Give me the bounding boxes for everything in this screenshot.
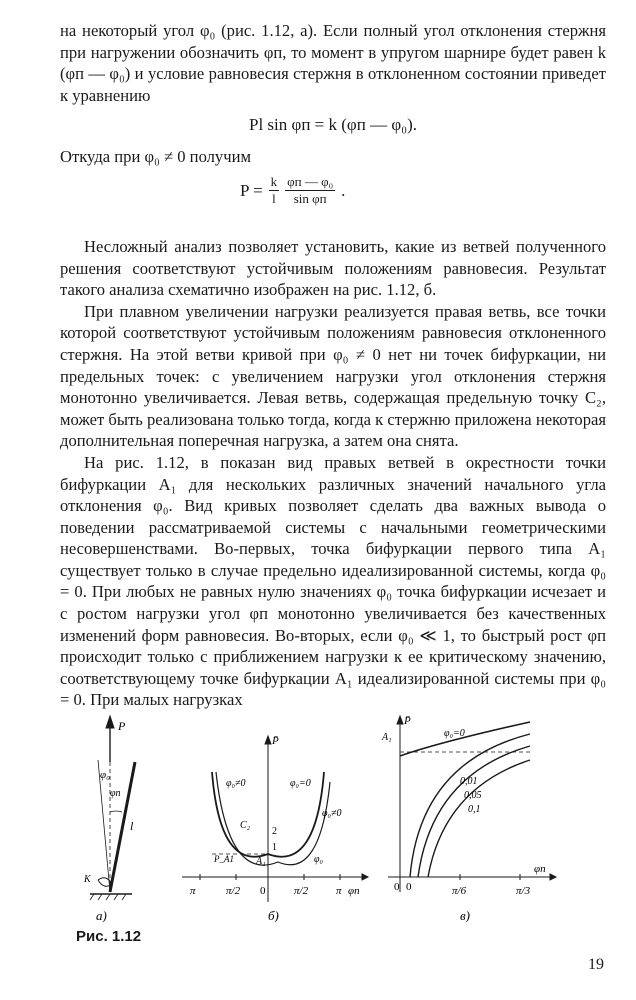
tick-c-0b: 0 <box>406 881 412 893</box>
paragraph-3: Несложный анализ позволяет установить, какие из ветвей полученного решения соответствуют устойчивым положениям равновесия. Результат такого анализа схематично изображен на рис. 1.12, б. <box>60 236 606 300</box>
paragraph-1: на некоторый угол φ₀ (рис. 1.12, а). Если полный угол отклонения стержня при нагружении обозначить φп, то момент в упругом шарнире будет равен k (φп — φ₀) и условие равновесия стержня в отклоненном состоянии приведет к уравнению <box>60 21 606 105</box>
label-b-phi0-ne-0-right: φ₀≠0 <box>322 808 342 819</box>
tick-b-0: 0 <box>260 885 266 897</box>
equation-end: . <box>341 180 346 200</box>
tick-b-pi-right: π <box>336 885 342 897</box>
fraction-numerator: φп — φ₀ <box>287 173 334 189</box>
body-text <box>60 20 606 711</box>
fraction-l: l <box>272 190 276 206</box>
label-a-P: P <box>118 719 126 733</box>
label-a-phi0: φ₀ <box>100 769 110 781</box>
page-number: 19 <box>588 956 604 973</box>
figure-1-12 <box>60 712 620 922</box>
sublabel-b: б) <box>268 908 279 922</box>
equation-lhs: P = <box>240 180 263 200</box>
label-b-Pbar: P̄ <box>272 735 279 747</box>
label-b-PA1: P_A1 <box>214 854 234 864</box>
sublabel-a: а) <box>96 908 107 922</box>
paragraph-5: На рис. 1.12, в показан вид правых ветвей в окрестности точки бифуркации A₁ для нескольких различных значений начального угла отклонения φ₀. Вид кривых позволяет сделать два важных вывода о поведении рассматриваемой системы с начальными геометрическими несовершенствами. Во-первых, точка бифуркации первого типа A₁ существует только в случае предельно идеализированной системы, когда φ₀ = 0. При любых не равных нулю значениях φ₀ точка бифуркации исчезает и с ростом нагрузки угол φп монотонно увеличивается без качественных изменений форм равновесия. Во-вторых, если φ₀ ≪ 1, то быстрый рост φп происходит только с приближением нагрузки к ее критическому значению, соответствующему точке бифуркации A₁ идеализированной системы при φ₀ = 0. При малых нагрузках <box>60 452 606 710</box>
fraction-k: k <box>270 173 278 189</box>
label-a-l: l <box>130 819 134 833</box>
tick-b-pi2-left: π/2 <box>226 885 241 897</box>
paragraph-2: Откуда при φ₀ ≠ 0 получим <box>60 147 251 167</box>
fraction-k-l <box>269 174 280 207</box>
label-a-K: K <box>84 874 91 885</box>
axis-b-phin: φп <box>348 885 360 897</box>
label-c-A1: A₁ <box>382 732 392 743</box>
label-c-01: 0,1 <box>468 804 481 815</box>
panel-b <box>182 736 368 902</box>
tick-c-0a: 0 <box>394 881 400 893</box>
paragraph-4: При плавном увеличении нагрузки реализуется правая ветвь, все точки которой соответствуют устойчивым положениям равновесия отклоненного стержня. На этой ветви кривой при φ₀ ≠ 0 нет ни точек бифуркации, ни предельных точек: с увеличением нагрузки угол отклонения стержня монотонно увеличивается. Левая ветвь, содержащая предельную точку C₂, может быть реализована только тогда, когда к стержню приложена некоторая дополнительная поперечная нагрузка, а затем она снята. <box>60 301 606 451</box>
label-b-phi0-ne-0: φ₀≠0 <box>226 778 246 789</box>
tick-c-pi3: π/3 <box>516 885 531 897</box>
label-c-Pbar: P̄ <box>404 715 411 727</box>
tick-c-pi6: π/6 <box>452 885 467 897</box>
axis-c-phin: φп <box>534 863 546 875</box>
equation-load <box>60 170 606 226</box>
label-b-phi0-eq-0: φ₀=0 <box>290 778 311 789</box>
figure-caption: Рис. 1.12 <box>76 928 142 945</box>
equation-equilibrium: Pl sin φп = k (φп — φ₀). <box>249 115 417 135</box>
tick-b-pi2-right: π/2 <box>294 885 309 897</box>
label-c-001: 0,01 <box>460 776 478 787</box>
curve-c-phi0-0 <box>400 722 530 756</box>
label-b-A1: A₁ <box>256 856 266 867</box>
label-a-phin: φп <box>110 788 121 799</box>
load-arrowhead <box>106 716 114 728</box>
label-b-phi0: φ₀ <box>314 854 324 865</box>
panel-a <box>90 716 135 900</box>
label-c-phi0-0: φ₀=0 <box>444 728 465 739</box>
curve-c-01 <box>428 760 530 877</box>
fraction-denominator: sin φп <box>293 190 327 206</box>
label-c-005: 0,05 <box>464 790 482 801</box>
label-b-n2: 2 <box>272 826 277 837</box>
label-b-C2: C₂ <box>240 820 251 831</box>
fraction-angle <box>285 174 335 207</box>
sublabel-c: в) <box>460 908 470 922</box>
angle-arc <box>110 811 122 812</box>
tick-b-pi-left: π <box>190 885 196 897</box>
label-b-n1: 1 <box>272 842 277 853</box>
